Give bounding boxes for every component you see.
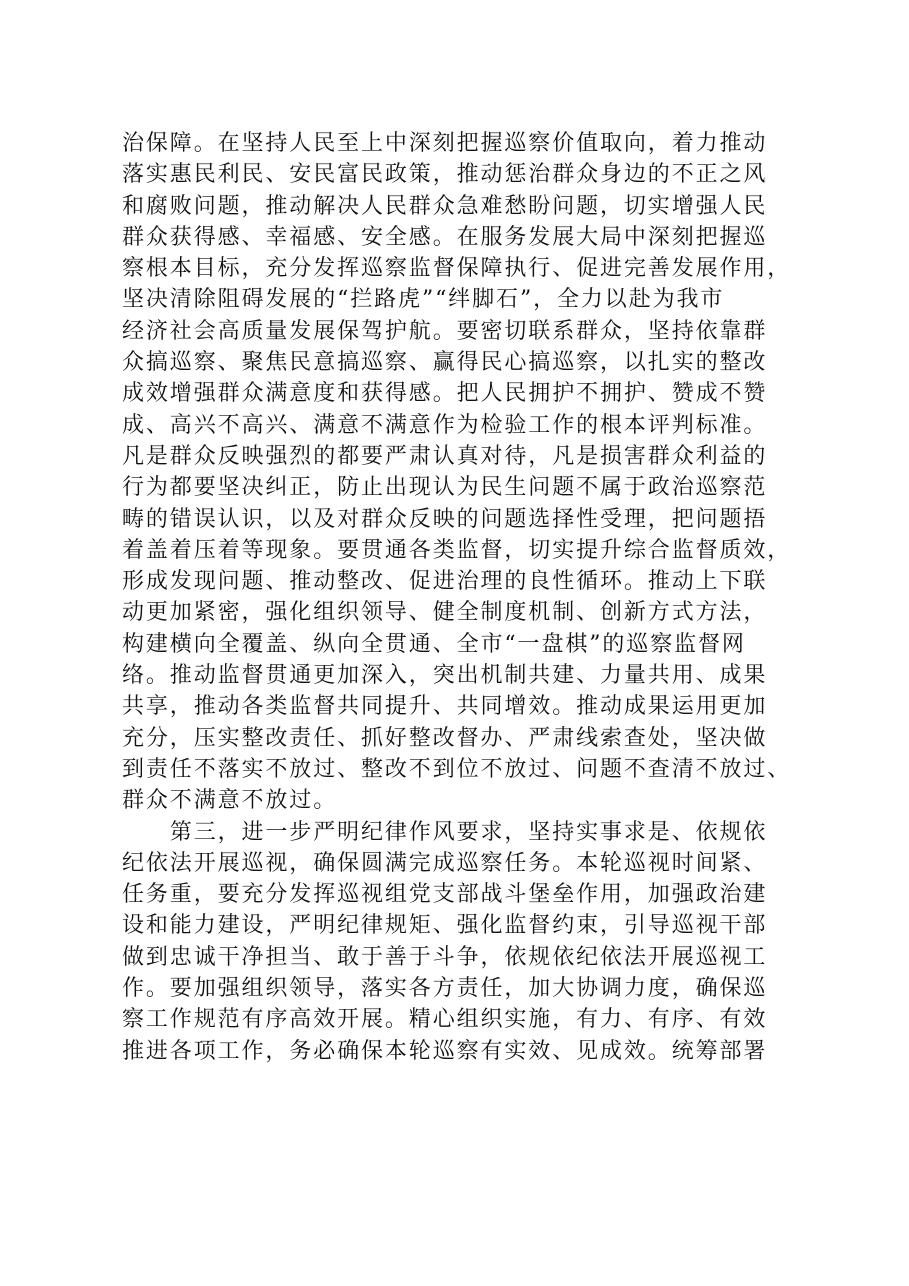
text-line: 推进各项工作，务必确保本轮巡察有实效、见成效。统筹部署: [122, 1038, 768, 1064]
text-line: 察根本目标，充分发挥巡察监督保障执行、促进完善发展作用，: [122, 256, 792, 282]
text-line: 和腐败问题，推动解决人民群众急难愁盼问题，切实增强人民: [122, 193, 768, 219]
text-line: 着盖着压着等现象。要贯通各类监督，切实提升综合监督质效，: [122, 537, 792, 563]
text-line: 群众获得感、幸福感、安全感。在服务发展大局中深刻把握巡: [122, 224, 768, 250]
text-line: 众搞巡察、聚焦民意搞巡察、赢得民心搞巡察，以扎实的整改: [122, 350, 768, 376]
text-line: 坚决清除阻碍发展的“拦路虎”“绊脚石”，全力以赴为我市: [122, 287, 725, 313]
text-line: 群众不满意不放过。: [122, 788, 338, 814]
text-line: 落实惠民利民、安民富民政策，推动惩治群众身边的不正之风: [122, 162, 768, 188]
text-line: 做到忠诚干净担当、敢于善于斗争，依规依纪依法开展巡视工: [122, 944, 768, 970]
text-line: 充分，压实整改责任、抓好整改督办、严肃线索查处，坚决做: [122, 725, 768, 751]
text-line: 纪依法开展巡视，确保圆满完成巡察任务。本轮巡视时间紧、: [122, 850, 768, 876]
text-line: 经济社会高质量发展保驾护航。要密切联系群众，坚持依靠群: [122, 318, 768, 344]
text-line: 成效增强群众满意度和获得感。把人民拥护不拥护、赞成不赞: [122, 381, 768, 407]
text-line: 到责任不落实不放过、整改不到位不放过、问题不查清不放过、: [122, 756, 792, 782]
text-line: 动更加紧密，强化组织领导、健全制度机制、创新方式方法，: [122, 600, 768, 626]
text-line: 畴的错误认识，以及对群众反映的问题选择性受理，把问题捂: [122, 506, 768, 532]
text-line: 形成发现问题、推动整改、促进治理的良性循环。推动上下联: [122, 569, 768, 595]
paragraph-1: [122, 128, 802, 817]
document-body: [122, 128, 802, 1067]
text-line: 行为都要坚决纠正，防止出现认为民生问题不属于政治巡察范: [122, 475, 768, 501]
text-line: 设和能力建设，严明纪律规矩、强化监督约束，引导巡视干部: [122, 913, 768, 939]
text-line: 任务重，要充分发挥巡视组党支部战斗堡垒作用，加强政治建: [122, 882, 768, 908]
text-line: 共享，推动各类监督共同提升、共同增效。推动成果运用更加: [122, 694, 768, 720]
text-line: 成、高兴不高兴、满意不满意作为检验工作的根本评判标准。: [122, 412, 768, 438]
text-line: 治保障。在坚持人民至上中深刻把握巡察价值取向，着力推动: [122, 131, 768, 156]
text-line: 络。推动监督贯通更加深入，突出机制共建、力量共用、成果: [122, 663, 768, 689]
text-line: 察工作规范有序高效开展。精心组织实施，有力、有序、有效: [122, 1007, 768, 1033]
paragraph-2: [122, 817, 802, 1067]
text-line: 凡是群众反映强烈的都要严肃认真对待，凡是损害群众利益的: [122, 443, 768, 469]
text-line: 作。要加强组织领导，落实各方责任，加大协调力度，确保巡: [122, 976, 768, 1002]
text-line: 构建横向全覆盖、纵向全贯通、全市“一盘棋”的巡察监督网: [122, 631, 746, 657]
text-line: 第三，进一步严明纪律作风要求，坚持实事求是、依规依: [122, 819, 768, 845]
